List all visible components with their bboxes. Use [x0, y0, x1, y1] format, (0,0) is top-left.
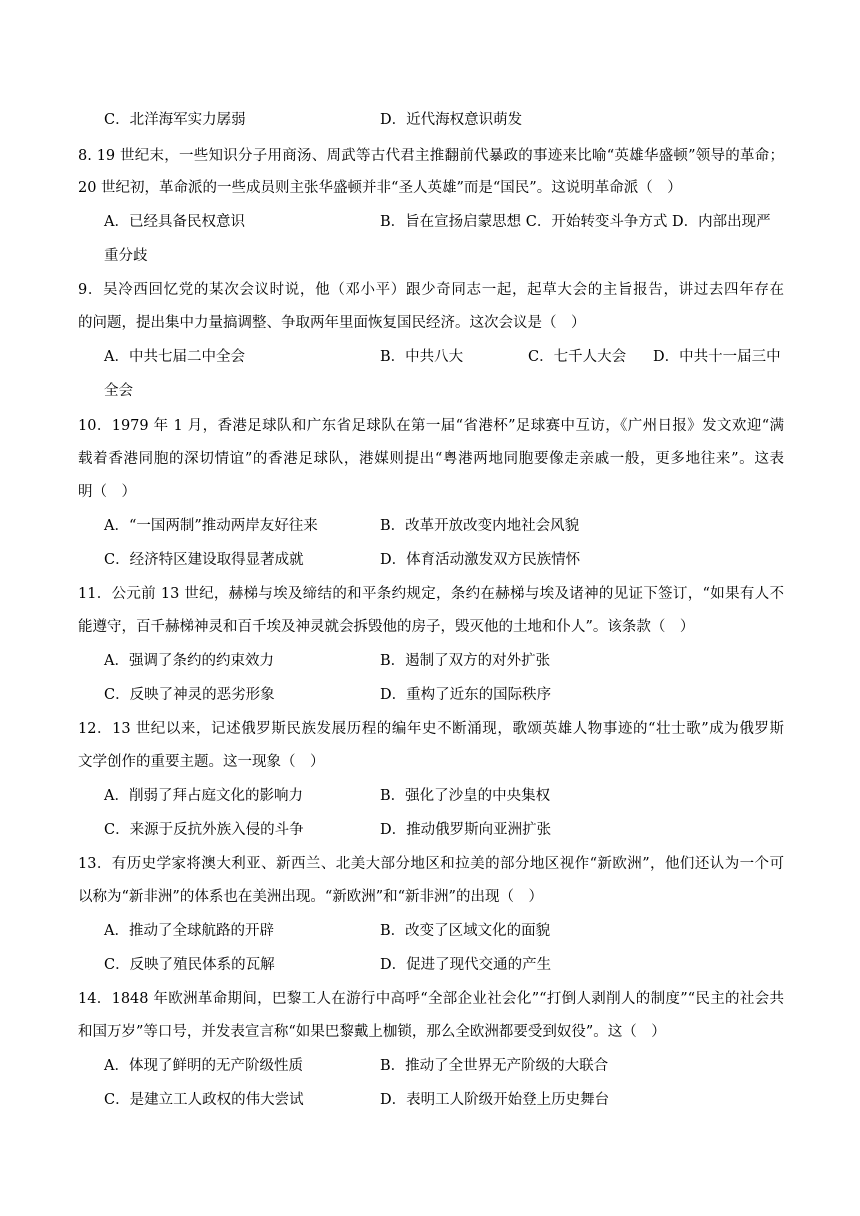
q10-option-c[interactable]: C．经济特区建设取得显著成就 [104, 552, 304, 568]
q14-option-a[interactable]: A．体现了鲜明的无产阶级性质 [104, 1058, 303, 1074]
q8-stem-line-2: 20 世纪初，革命派的一些成员则主张华盛顿并非“圣人英雄”而是“国民”。这说明革命派（ ） [78, 180, 682, 196]
q12-stem-line-1: 12．13 世纪以来，记述俄罗斯民族发展历程的编年史不断涌现，歌颂英雄人物事迹的“壮士歌”成为俄罗斯 [78, 721, 784, 737]
q14-stem-line-1: 14．1848 年欧洲革命期间，巴黎工人在游行中高呼“全部企业社会化”“打倒人剥削人的制度”“民主的社会共 [78, 991, 784, 1007]
q9-option-d-continued: 全会 [104, 383, 133, 399]
q10-option-b[interactable]: B．改革开放改变内地社会风貌 [380, 518, 580, 534]
q9-option-d[interactable]: D．中共十一届三中 [653, 349, 781, 365]
q11-stem-line-1: 11．公元前 13 世纪，赫梯与埃及缔结的和平条约规定，条约在赫梯与埃及诸神的见证下签订，“如果有人不 [78, 586, 784, 602]
q9-stem-line-1: 9．吴冷西回忆党的某次会议时说，他（邓小平）跟少奇同志一起，起草大会的主旨报告，讲过去四年存在 [78, 282, 784, 298]
q9-option-c[interactable]: C．七千人大会 [528, 349, 627, 365]
q11-option-b[interactable]: B．遏制了双方的对外扩张 [380, 653, 551, 669]
q13-stem-line-1: 13．有历史学家将澳大利亚、新西兰、北美大部分地区和拉美的部分地区视作“新欧洲”，他们还认为一个可 [78, 856, 784, 872]
q7-option-c[interactable]: C．北洋海军实力孱弱 [104, 112, 246, 128]
q13-option-c[interactable]: C．反映了殖民体系的瓦解 [104, 957, 275, 973]
q9-option-a[interactable]: A．中共七届二中全会 [104, 349, 245, 365]
q12-option-d[interactable]: D．推动俄罗斯向亚洲扩张 [380, 822, 552, 838]
q12-option-c[interactable]: C．来源于反抗外族入侵的斗争 [104, 822, 304, 838]
q14-option-c[interactable]: C．是建立工人政权的伟大尝试 [104, 1092, 304, 1108]
q10-option-a[interactable]: A．“一国两制”推动两岸友好往来 [104, 518, 318, 534]
q12-option-a[interactable]: A．削弱了拜占庭文化的影响力 [104, 788, 303, 804]
q12-option-b[interactable]: B．强化了沙皇的中央集权 [380, 788, 551, 804]
q14-option-b[interactable]: B．推动了全世界无产阶级的大联合 [380, 1058, 609, 1074]
q13-option-a[interactable]: A．推动了全球航路的开辟 [104, 923, 274, 939]
q14-stem-line-2: 和国万岁”等口号，并发表宣言称“如果巴黎戴上枷锁，那么全欧洲都要受到奴役”。这（ ） [78, 1024, 666, 1040]
q14-option-d[interactable]: D．表明工人阶级开始登上历史舞台 [380, 1092, 610, 1108]
q8-stem-line-1: 8. 19 世纪末，一些知识分子用商汤、周武等古代君主推翻前代暴政的事迹来比喻“英雄华盛顿”领导的革命； [78, 148, 784, 164]
q7-option-d[interactable]: D．近代海权意识萌发 [380, 112, 523, 128]
q11-option-c[interactable]: C．反映了神灵的恶劣形象 [104, 687, 275, 703]
q13-stem-line-2: 以称为“新非洲”的体系也在美洲出现。“新欧洲”和“新非洲”的出现（ ） [78, 889, 543, 905]
q13-option-d[interactable]: D．促进了现代交通的产生 [380, 957, 552, 973]
q12-stem-line-2: 文学创作的重要主题。这一现象（ ） [78, 754, 325, 770]
q13-option-b[interactable]: B．改变了区域文化的面貌 [380, 923, 551, 939]
q10-option-d[interactable]: D．体育活动激发双方民族情怀 [380, 552, 581, 568]
q9-stem-line-2: 的问题，提出集中力量搞调整、争取两年里面恢复国民经济。这次会议是（ ） [78, 315, 586, 331]
q11-option-a[interactable]: A．强调了条约的约束效力 [104, 653, 274, 669]
q10-stem-line-2: 载着香港同胞的深切情谊”的香港足球队，港媒则提出“粤港两地同胞要像走亲戚一般，更多地往来”。这表 [78, 451, 784, 467]
q10-stem-line-3: 明（ ） [78, 484, 136, 500]
q11-stem-line-2: 能遵守，百千赫梯神灵和百千埃及神灵就会拆毁他的房子，毁灭他的土地和仆人”。该条款（ ） [78, 619, 695, 635]
q8-option-a[interactable]: A．已经具备民权意识 [104, 214, 245, 230]
q10-stem-line-1: 10．1979 年 1 月，香港足球队和广东省足球队在第一届“省港杯”足球赛中互访，《广州日报》发文欢迎“满 [78, 418, 784, 434]
q8-option-bcd[interactable]: B．旨在宣扬启蒙思想 C．开始转变斗争方式 D．内部出现严 [380, 214, 771, 230]
q8-option-d-continued: 重分歧 [104, 248, 148, 264]
q9-option-b[interactable]: B．中共八大 [380, 349, 464, 365]
q11-option-d[interactable]: D．重构了近东的国际秩序 [380, 687, 552, 703]
